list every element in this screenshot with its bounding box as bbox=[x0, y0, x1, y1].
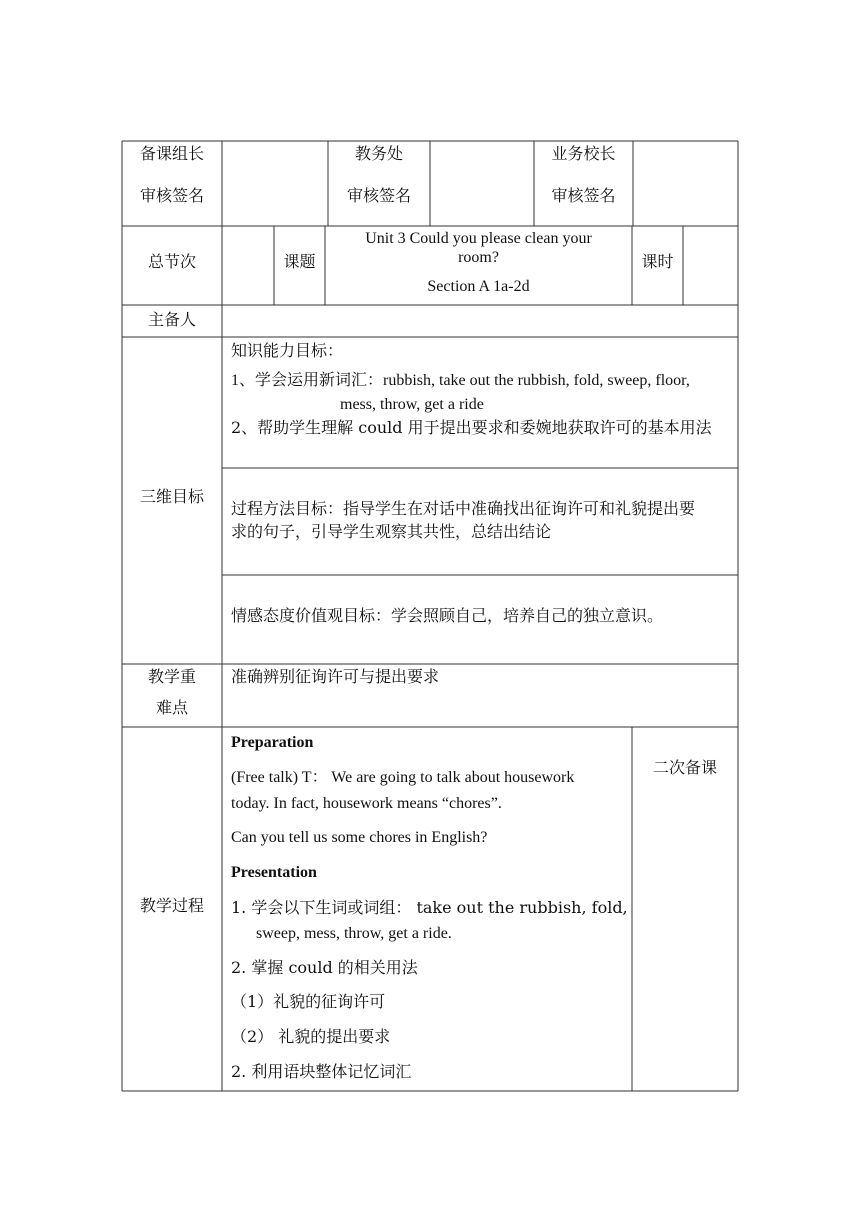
process-label: 教学过程 bbox=[139, 896, 204, 915]
total-sessions-label: 总节次 bbox=[147, 252, 196, 271]
presentation-sub-item-1: （1）礼貌的征询许可 bbox=[231, 992, 386, 1011]
vice-principal-label-2: 审核签名 bbox=[551, 186, 616, 205]
emotion-goal: 情感态度价值观目标：学会照顾自己，培养自己的独立意识。 bbox=[231, 606, 664, 625]
knowledge-goal-item-1-line-2: mess, throw, get a ride bbox=[340, 396, 484, 413]
question-line: Can you tell us some chores in English? bbox=[231, 829, 488, 846]
vice-principal-label-1: 业务校长 bbox=[551, 144, 616, 163]
group-leader-label-1: 备课组长 bbox=[139, 144, 204, 163]
presentation-item-1-line-1: 1. 学会以下生词或词组： take out the rubbish, fold, bbox=[231, 898, 628, 917]
knowledge-goal-item-1-line-1: 1、学会运用新词汇：rubbish, take out the rubbish, fold, sweep, floor, bbox=[231, 372, 690, 389]
period-label: 课时 bbox=[641, 252, 674, 271]
topic-label: 课题 bbox=[283, 252, 316, 271]
group-leader-label-2: 审核签名 bbox=[139, 186, 204, 205]
key-points-label-1: 教学重 bbox=[147, 667, 196, 686]
process-goal-line-1: 过程方法目标：指导学生在对话中准确找出征询许可和礼貌提出要 bbox=[231, 499, 696, 518]
presentation-item-1-line-2: sweep, mess, throw, get a ride. bbox=[256, 925, 452, 942]
academic-office-label-1: 教务处 bbox=[354, 144, 403, 163]
topic-line-1: Unit 3 Could you please clean your bbox=[365, 230, 592, 247]
process-goal-line-2: 求的句子，引导学生观察其共性，总结出结论 bbox=[231, 522, 552, 541]
presentation-sub-item-2: （2） 礼貌的提出要求 bbox=[231, 1027, 391, 1046]
goals-label: 三维目标 bbox=[139, 487, 204, 506]
key-points-label-2: 难点 bbox=[155, 698, 188, 717]
knowledge-goal-title: 知识能力目标： bbox=[231, 341, 344, 360]
preparer-label: 主备人 bbox=[147, 310, 196, 329]
preparation-heading: Preparation bbox=[231, 734, 314, 751]
presentation-item-3: 2. 利用语块整体记忆词汇 bbox=[231, 1062, 412, 1081]
free-talk-line-1: (Free talk) T： We are going to talk about housework bbox=[231, 769, 575, 786]
second-prep-label: 二次备课 bbox=[652, 758, 717, 777]
topic-line-2: room? bbox=[458, 249, 499, 266]
presentation-heading: Presentation bbox=[231, 864, 317, 881]
topic-line-3: Section A 1a-2d bbox=[427, 278, 530, 295]
key-points-text: 准确辨别征询许可与提出要求 bbox=[231, 667, 440, 686]
free-talk-line-2: today. In fact, housework means “chores”. bbox=[231, 795, 502, 812]
academic-office-label-2: 审核签名 bbox=[346, 186, 411, 205]
presentation-item-2: 2. 掌握 could 的相关用法 bbox=[231, 958, 418, 977]
knowledge-goal-item-2: 2、帮助学生理解 could 用于提出要求和委婉地获取许可的基本用法 bbox=[231, 418, 712, 437]
